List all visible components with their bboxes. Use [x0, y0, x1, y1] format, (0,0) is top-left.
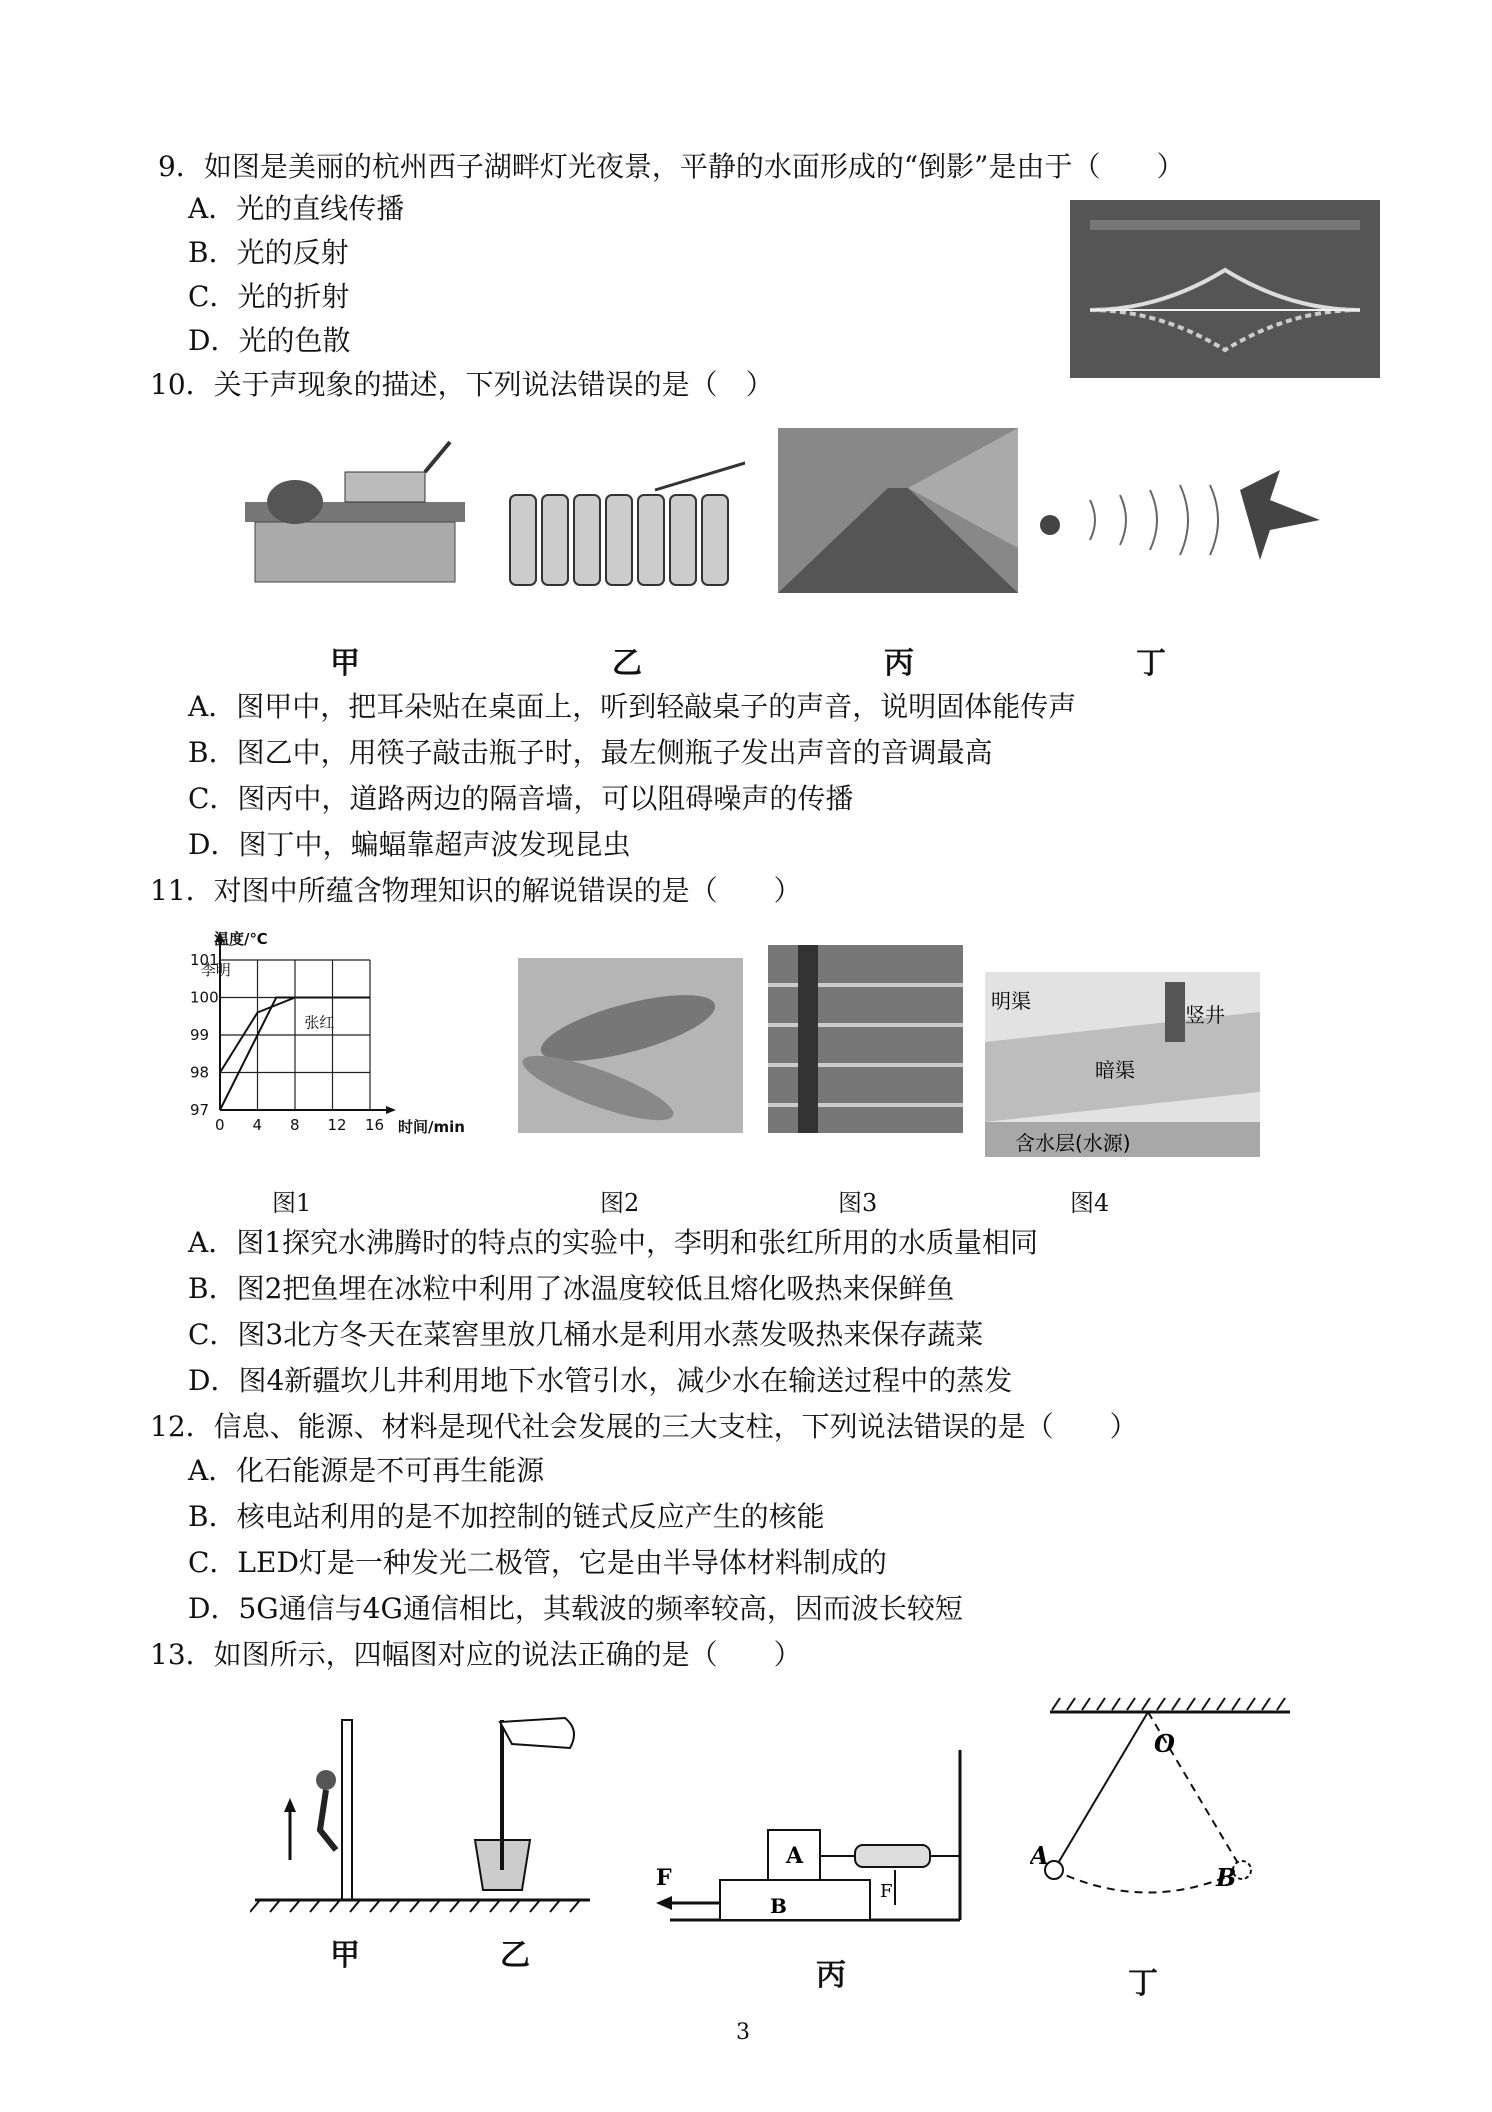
q13-figures-jia-yi: [250, 1700, 600, 1920]
q11-caption-fig2: 图2: [600, 1189, 640, 1217]
x-tick-label: 0: [215, 1116, 225, 1134]
karez-label-aquifer: 含水层(水源): [1015, 1131, 1131, 1155]
karez-label-underground: 暗渠: [1095, 1058, 1135, 1082]
x-tick-label: 8: [290, 1116, 300, 1134]
karez-label-canal: 明渠: [991, 989, 1031, 1013]
q13-caption-bing: 丙: [816, 1958, 846, 1993]
y-tick-label: 99: [190, 1026, 210, 1044]
y-tick-label: 98: [190, 1063, 210, 1082]
q13-caption-ding: 丁: [1128, 1966, 1158, 2001]
lake-reflection-photo: [1070, 200, 1380, 378]
q9-option-c: C．光的折射: [188, 280, 350, 313]
q9-option-b: B．光的反射: [188, 236, 349, 269]
q13-caption-jia: 甲: [330, 1938, 360, 1973]
climbing-pole-figure: [284, 1720, 352, 1900]
pendulum-label-B: B: [1216, 1863, 1237, 1892]
x-axis-arrow: [386, 1106, 396, 1114]
spring-force-label: F: [880, 1881, 893, 1902]
friction-experiment-figure: [650, 1745, 980, 1935]
y-axis-label: 温度/℃: [214, 930, 268, 948]
sound-barrier-photo: [778, 428, 1018, 593]
ear-on-desk-figure: [235, 432, 475, 592]
q12-option-b: B．核电站利用的是不加控制的链式反应产生的核能: [188, 1500, 825, 1533]
q10-option-c: C．图丙中，道路两边的隔音墙，可以阻碍噪声的传播: [188, 782, 854, 815]
series-label-1: 李明: [200, 961, 231, 979]
pendulum-label-A: A: [1030, 1841, 1049, 1870]
block-label-A: A: [786, 1843, 804, 1869]
q12-option-d: D．5G通信与4G通信相比，其载波的频率较高，因而波长较短: [188, 1592, 963, 1625]
x-tick-label: 12: [327, 1116, 347, 1134]
q12-stem: 12．信息、能源、材料是现代社会发展的三大支柱，下列说法错误的是（ ）: [150, 1410, 1138, 1443]
chopstick-rice-cup-figure: [475, 1718, 574, 1890]
page-number: 3: [736, 2020, 750, 2045]
board-label-B: B: [770, 1894, 787, 1918]
series-label-2: 张红: [304, 1013, 335, 1032]
q10-option-b: B．图乙中，用筷子敲击瓶子时，最左侧瓶子发出声音的音调最高: [188, 736, 993, 769]
bat-figure: [1030, 460, 1330, 570]
q10-caption-bing: 丙: [884, 646, 914, 681]
x-axis-label: 时间/min: [398, 1118, 465, 1136]
q10-option-a: A．图甲中，把耳朵贴在桌面上，听到轻敲桌子的声音，说明固体能传声: [188, 690, 1077, 723]
q11-caption-fig4: 图4: [1070, 1189, 1110, 1217]
q9-option-d: D．光的色散: [188, 324, 351, 357]
karez-diagram: [985, 972, 1260, 1157]
q10-option-d: D．图丁中，蝙蝠靠超声波发现昆虫: [188, 828, 631, 861]
y-tick-label: 97: [190, 1101, 210, 1119]
y-tick-label: 101: [190, 951, 219, 969]
q11-stem: 11．对图中所蕴含物理知识的解说错误的是（ ）: [150, 874, 802, 907]
boiling-temperature-chart: [180, 920, 480, 1160]
q10-caption-ding: 丁: [1136, 646, 1166, 681]
q11-option-c: C．图3北方冬天在菜窖里放几桶水是利用水蒸发吸热来保存蔬菜: [188, 1318, 984, 1351]
bottles-figure: [505, 460, 745, 590]
friction-label-F: F: [656, 1865, 672, 1891]
q11-caption-fig1: 图1: [272, 1189, 312, 1217]
q11-caption-fig3: 图3: [838, 1189, 878, 1217]
pivot-label-O: O: [1154, 1729, 1175, 1758]
q11-option-d: D．图4新疆坎儿井利用地下水管引水，减少水在输送过程中的蒸发: [188, 1364, 1013, 1397]
pendulum-figure: [1030, 1690, 1310, 1920]
q12-option-c: C．LED灯是一种发光二极管，它是由半导体材料制成的: [188, 1546, 887, 1579]
karez-label-well: 竖井: [1185, 1003, 1225, 1027]
q10-stem: 10．关于声现象的描述，下列说法错误的是（ ）: [150, 368, 774, 401]
q12-option-a: A．化石能源是不可再生能源: [188, 1454, 545, 1487]
fish-on-ice-photo: [518, 958, 743, 1133]
q10-caption-jia: 甲: [330, 646, 360, 681]
x-tick-label: 4: [252, 1116, 263, 1134]
q9-option-a: A．光的直线传播: [188, 192, 405, 225]
vegetable-cellar-photo: [768, 945, 963, 1133]
q9-stem: 9．如图是美丽的杭州西子湖畔灯光夜景，平静的水面形成的“倒影”是由于（ ）: [158, 150, 1185, 183]
q13-stem: 13．如图所示，四幅图对应的说法正确的是（ ）: [150, 1638, 802, 1671]
q11-option-a: A．图1探究水沸腾时的特点的实验中，李明和张红所用的水质量相同: [188, 1226, 1039, 1259]
q11-option-b: B．图2把鱼埋在冰粒中利用了冰温度较低且熔化吸热来保鲜鱼: [188, 1272, 955, 1305]
y-tick-label: 100: [190, 988, 219, 1007]
q10-caption-yi: 乙: [612, 646, 642, 681]
x-tick-label: 16: [365, 1116, 385, 1134]
chart-ticks: [190, 930, 465, 1136]
q13-caption-yi: 乙: [500, 1938, 530, 1973]
